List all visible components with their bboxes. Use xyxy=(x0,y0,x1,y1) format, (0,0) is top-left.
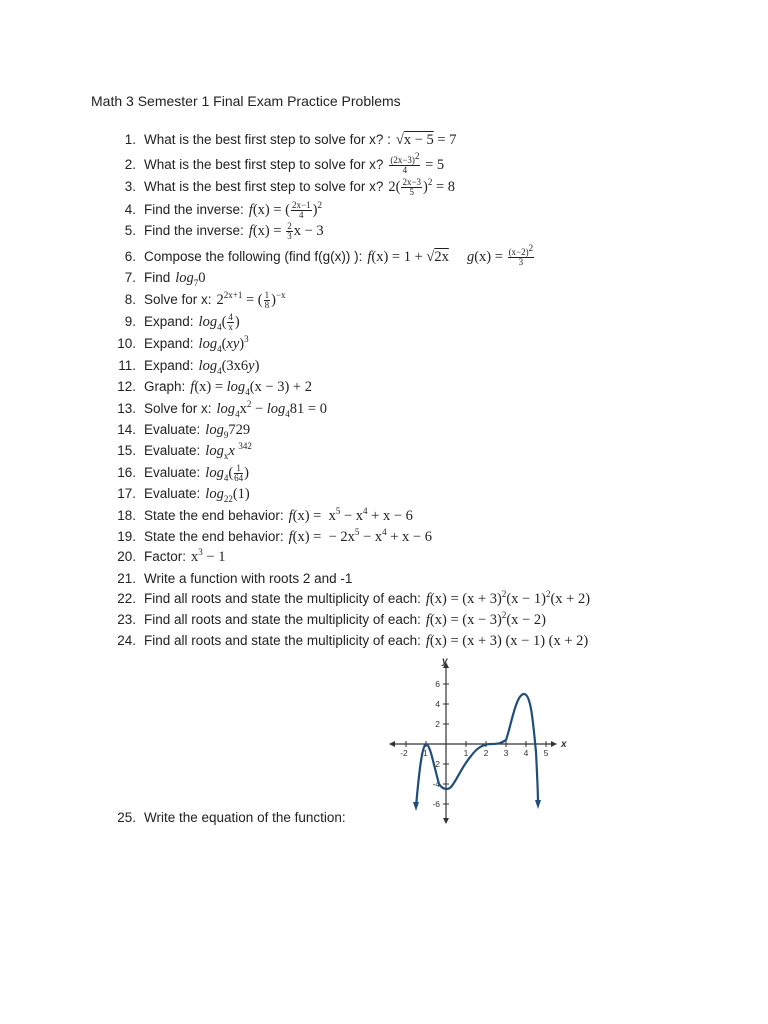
question-25 xyxy=(112,808,346,828)
question-number: 4. xyxy=(124,202,136,217)
question-text: Write the equation of the function: xyxy=(144,810,346,825)
question-text: Write a function with roots 2 and -1 xyxy=(144,571,353,586)
question-10 xyxy=(112,334,249,354)
question-text: Find xyxy=(144,270,171,285)
question-text: What is the best first step to solve for x? xyxy=(144,157,384,172)
question-number: 12. xyxy=(117,379,136,394)
y-tick-label: -6 xyxy=(432,799,440,809)
question-text: Find all roots and state the multiplicity of each: xyxy=(144,591,421,606)
x-tick-label: 5 xyxy=(543,748,549,758)
question-1 xyxy=(112,130,456,150)
question-number: 18. xyxy=(117,508,136,523)
question-text: Expand: xyxy=(144,358,194,373)
question-23 xyxy=(112,610,546,630)
question-text: Graph: xyxy=(144,379,186,394)
question-number: 8. xyxy=(124,292,136,307)
question-text: What is the best first step to solve for x? xyxy=(144,179,384,194)
y-tick-label: 4 xyxy=(435,699,440,709)
equation: 2( $\frac{2x-3}{5}$ )$^2$ = 8 xyxy=(388,177,456,198)
x-axis-arrow-right xyxy=(551,741,557,747)
equation: f(x) = (x + 3) (x − 1) (x + 2) xyxy=(425,633,589,649)
x-tick-label: -1 xyxy=(420,748,428,758)
y-axis-arrow-down xyxy=(443,818,449,824)
question-number: 5. xyxy=(124,223,136,238)
y-tick-label: -4 xyxy=(432,779,440,789)
question-text: Evaluate: xyxy=(144,422,201,437)
question-number: 1. xyxy=(124,132,136,147)
equation: $\log_9729$ xyxy=(205,422,251,440)
question-3 xyxy=(112,177,455,197)
question-number: 3. xyxy=(124,179,136,194)
equation: $\frac{(2x-3)^2}{4}$ = 5 xyxy=(390,151,445,176)
question-text: Evaluate: xyxy=(144,486,201,501)
equation: $\log_{22}(1)$ xyxy=(205,486,250,504)
equation: √x − 5 = 7 xyxy=(395,132,457,148)
question-number: 15. xyxy=(117,443,136,458)
equation: $\log_xx$ $^{342}$ xyxy=(205,441,252,461)
question-2 xyxy=(112,151,445,176)
question-8 xyxy=(112,290,286,310)
question-number: 22. xyxy=(117,591,136,606)
question-text: Evaluate: xyxy=(144,465,201,480)
x-axis-arrow-left xyxy=(389,741,395,747)
question-24 xyxy=(112,631,588,651)
equation: $\log_4x^2 - \log_481 = 0$ xyxy=(216,399,327,419)
question-6 xyxy=(112,243,535,268)
curve-arrow-right xyxy=(535,800,541,809)
y-tick-label: 6 xyxy=(435,679,440,689)
question-text: Factor: xyxy=(144,549,187,564)
y-tick-label: -2 xyxy=(432,759,440,769)
question-text: Find all roots and state the multiplicity of each: xyxy=(144,633,421,648)
question-number: 9. xyxy=(124,314,136,329)
question-17 xyxy=(112,484,250,504)
equation: $2^{2x+1}$ = ( $\frac{1}{8}$ )$^{-x}$ xyxy=(216,290,286,311)
equation: f(x) = 1 + √2x g(x) = $\frac{(x-2)^2}{3}$ xyxy=(367,243,534,268)
question-text: Expand: xyxy=(144,314,194,329)
question-15 xyxy=(112,441,252,461)
question-7 xyxy=(112,268,206,288)
question-text: Evaluate: xyxy=(144,443,201,458)
question-number: 21. xyxy=(117,571,136,586)
question-number: 24. xyxy=(117,633,136,648)
equation: f(x) = ( $\frac{2x-1}{4}$ )$^2$ xyxy=(248,200,322,221)
question-text: Find the inverse: xyxy=(144,223,244,238)
equation: $\log_4(xy)^3$ xyxy=(198,334,249,354)
equation: $\log_4$( $\frac{1}{64}$ ) xyxy=(205,463,250,484)
curve-arrow-left xyxy=(413,802,419,811)
question-21 xyxy=(112,569,352,589)
question-20 xyxy=(112,547,225,567)
question-13 xyxy=(112,399,327,419)
question-text: State the end behavior: xyxy=(144,508,284,523)
question-text: State the end behavior: xyxy=(144,529,284,544)
x-tick-label: -2 xyxy=(400,748,408,758)
question-4 xyxy=(112,200,322,220)
equation: $\log_4$( $\frac{4}{x}$ ) xyxy=(198,312,240,333)
equation: $\log_70$ xyxy=(175,270,206,288)
question-text: Solve for x: xyxy=(144,292,212,307)
question-number: 16. xyxy=(117,465,136,480)
question-11 xyxy=(112,356,259,376)
equation: f(x) = − $2x^5 - x^4 + x - 6$ xyxy=(288,527,432,545)
question-number: 14. xyxy=(117,422,136,437)
x-tick-label: 4 xyxy=(523,748,529,758)
question-number: 23. xyxy=(117,612,136,627)
equation: f(x) = $\frac{2}{3}$ x − 3 xyxy=(248,221,324,242)
question-text: Expand: xyxy=(144,336,194,351)
question-number: 11. xyxy=(118,358,136,373)
question-number: 10. xyxy=(117,336,136,351)
equation: $f(x) = (x - 3)^2(x - 2)$ xyxy=(425,610,546,628)
question-number: 17. xyxy=(117,486,136,501)
y-axis-label: y xyxy=(442,656,448,667)
function-curve xyxy=(416,694,538,807)
question-text: Find all roots and state the multiplicity of each: xyxy=(144,612,421,627)
question-9 xyxy=(112,312,240,332)
question-number: 2. xyxy=(124,157,136,172)
question-12 xyxy=(112,377,312,397)
x-tick-label: 2 xyxy=(483,748,489,758)
question-16 xyxy=(112,463,249,483)
page-title: Math 3 Semester 1 Final Exam Practice Problems xyxy=(91,93,401,109)
equation: $f(x) = x^5 - x^4 + x - 6$ xyxy=(288,506,413,524)
question-number: 25. xyxy=(117,810,136,825)
question-text: What is the best first step to solve for x? : xyxy=(144,132,391,147)
question-18 xyxy=(112,506,413,526)
question-14 xyxy=(112,420,250,440)
question-5 xyxy=(112,221,324,241)
question-number: 6. xyxy=(124,249,136,264)
y-tick-label: 2 xyxy=(435,719,440,729)
equation: $\log_4(3x6y)$ xyxy=(198,358,260,376)
question-19 xyxy=(112,527,432,547)
question-number: 13. xyxy=(117,401,136,416)
equation: $f(x) = (x + 3)^2(x - 1)^2(x + 2)$ xyxy=(425,589,591,607)
question-number: 7. xyxy=(124,270,136,285)
x-tick-label: 3 xyxy=(503,748,509,758)
question-22 xyxy=(112,589,590,609)
question-number: 20. xyxy=(117,549,136,564)
function-graph xyxy=(385,652,585,827)
equation: $f(x) = \log_4(x - 3) + 2$ xyxy=(190,379,312,397)
question-text: Find the inverse: xyxy=(144,202,244,217)
x-axis-label: x xyxy=(561,739,567,750)
x-tick-label: 1 xyxy=(463,748,469,758)
question-number: 19. xyxy=(117,529,136,544)
equation: $x^3 - 1$ xyxy=(191,547,226,565)
question-text: Solve for x: xyxy=(144,401,212,416)
question-text: Compose the following (find f(g(x)) ): xyxy=(144,249,363,264)
